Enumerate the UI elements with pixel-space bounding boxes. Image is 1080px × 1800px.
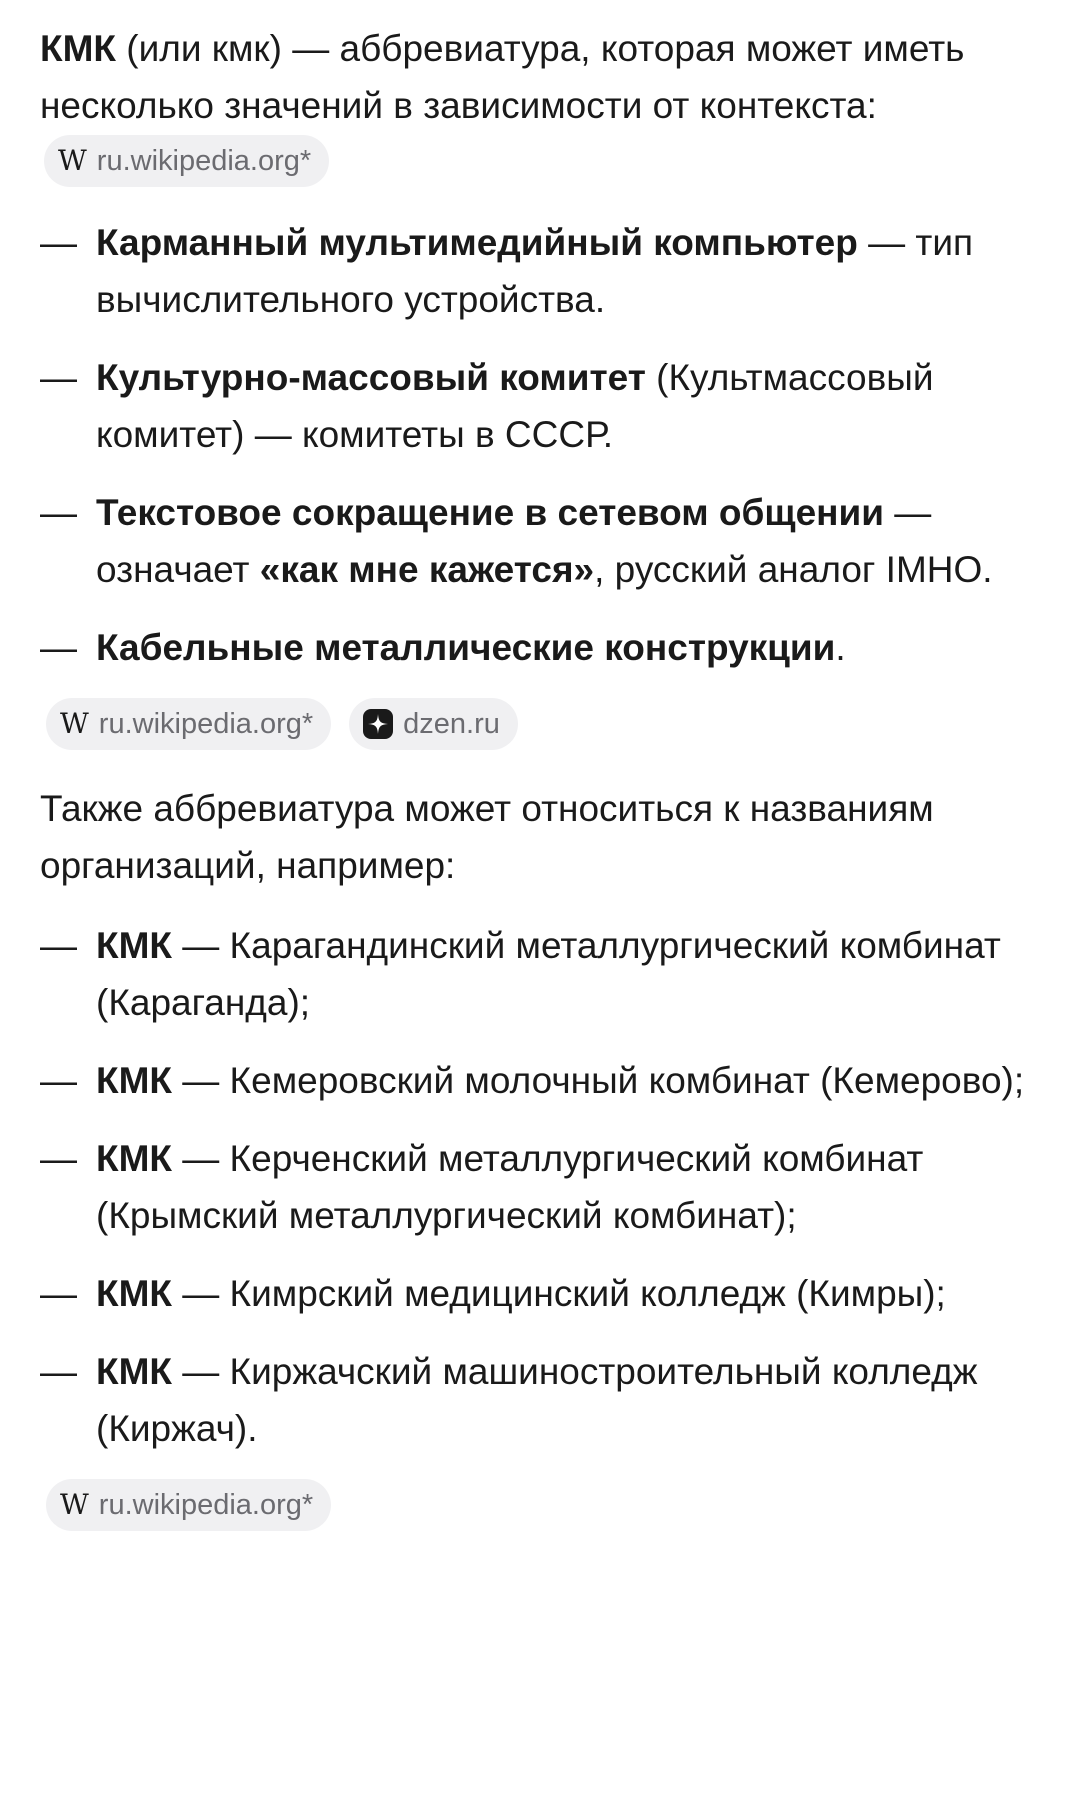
list-item <box>40 619 1040 676</box>
source-chip-label: dzen.ru <box>403 708 500 741</box>
wikipedia-icon: W <box>60 707 89 741</box>
source-chip-label: ru.wikipedia.org* <box>98 1489 314 1522</box>
meaning-description: — означает <box>96 492 932 591</box>
list-dash: — <box>40 1138 77 1180</box>
org-abbr: КМК <box>96 1138 172 1180</box>
org-description: — Карагандинский металлургический комбинат (Караганда); <box>96 925 1001 1024</box>
meaning-description: (Культмассовый комитет) — комитеты в СССР. <box>96 357 934 456</box>
dzen-icon <box>363 709 393 739</box>
org-abbr: КМК <box>96 1060 172 1102</box>
org-description: — Керченский металлургический комбинат (Крымский металлургический комбинат); <box>96 1138 924 1237</box>
list-item <box>40 484 1040 598</box>
wikipedia-icon: W <box>60 1488 89 1522</box>
meaning-term: Карманный мультимедийный компьютер <box>96 222 858 264</box>
list-dash: — <box>40 1351 77 1393</box>
source-chip-label: ru.wikipedia.org* <box>98 708 314 741</box>
list-item <box>40 349 1040 463</box>
intro-term: КМК <box>40 28 116 69</box>
meaning-term: Культурно-массовый комитет <box>96 357 646 399</box>
organizations-list <box>40 917 1040 1457</box>
org-abbr: КМК <box>96 1273 172 1315</box>
also-paragraph: Также аббревиатура может относиться к названиям организаций, например: <box>40 788 934 887</box>
wikipedia-icon: W <box>58 144 87 178</box>
source-chip-wikipedia[interactable] <box>44 135 329 187</box>
list-dash: — <box>40 925 77 967</box>
list-item <box>40 1052 1040 1109</box>
meaning-term: Кабельные металлические конструкции <box>96 627 836 669</box>
list-dash: — <box>40 357 77 399</box>
org-description: — Кимрский медицинский колледж (Кимры); <box>172 1273 946 1315</box>
meanings-list <box>40 214 1040 676</box>
source-chip-label: ru.wikipedia.org* <box>96 145 312 178</box>
list-dash: — <box>40 492 77 534</box>
list-item <box>40 917 1040 1031</box>
list-dash: — <box>40 627 77 669</box>
list-item <box>40 1265 1040 1322</box>
source-chip-wikipedia[interactable] <box>46 698 331 750</box>
org-abbr: КМК <box>96 925 172 967</box>
org-description: — Киржачский машиностроительный колледж (Киржач). <box>96 1351 978 1450</box>
intro-text: (или кмк) — аббревиатура, которая может иметь несколько значений в зависимости от контекста: <box>40 28 965 126</box>
list-item <box>40 1343 1040 1457</box>
meaning-quote: «как мне кажется» <box>259 549 595 591</box>
source-chip-wikipedia[interactable] <box>46 1479 331 1531</box>
list-item <box>40 214 1040 328</box>
source-chip-dzen[interactable] <box>349 698 518 750</box>
intro-paragraph <box>40 20 1040 191</box>
org-description: — Кемеровский молочный комбинат (Кемерово); <box>172 1060 1025 1102</box>
list-dash: — <box>40 1273 77 1315</box>
org-abbr: КМК <box>96 1351 172 1393</box>
sources-row-2 <box>46 1479 1040 1531</box>
sources-row-1 <box>46 698 1040 750</box>
list-item <box>40 1130 1040 1244</box>
meaning-description-end: , русский аналог IMHO. <box>594 549 993 591</box>
list-dash: — <box>40 1060 77 1102</box>
meaning-term: Текстовое сокращение в сетевом общении <box>96 492 885 534</box>
meaning-description: . <box>835 627 846 669</box>
list-dash: — <box>40 222 77 264</box>
meaning-description: — тип вычислительного устройства. <box>96 222 974 321</box>
